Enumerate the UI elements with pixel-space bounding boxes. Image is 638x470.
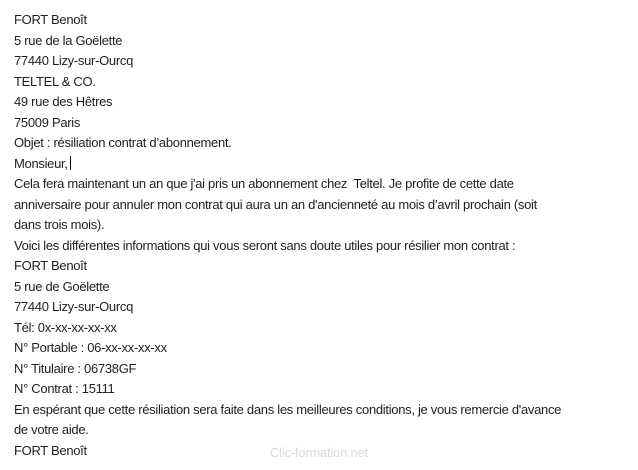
line-text: TELTEL & CO. bbox=[14, 73, 96, 89]
text-cursor bbox=[70, 156, 71, 170]
line-text: 49 rue des Hêtres bbox=[14, 94, 113, 109]
line-text: Monsieur, bbox=[14, 155, 68, 171]
line-text: Cela fera maintenant un an que j'ai pris un abonnement chez Teltel. Je profite de cette date bbox=[14, 176, 514, 191]
line-text: dans trois mois). bbox=[14, 217, 105, 232]
text-line bbox=[14, 72, 634, 93]
text-line bbox=[14, 215, 634, 236]
line-text: N° Contrat : 15111 bbox=[14, 381, 115, 396]
line-text: 5 rue de la Goëlette bbox=[14, 32, 123, 48]
line-text: FORT Benoît bbox=[14, 442, 87, 458]
text-line bbox=[14, 174, 634, 195]
text-line bbox=[14, 277, 634, 298]
line-text: FORT Benoît bbox=[14, 258, 87, 273]
text-line bbox=[14, 133, 634, 154]
line-text: 77440 Lizy-sur-Ourcq bbox=[14, 53, 133, 68]
text-line bbox=[14, 195, 634, 216]
line-text: N° Portable : 06-xx-xx-xx-xx bbox=[14, 340, 167, 355]
line-text: FORT Benoît bbox=[14, 12, 87, 27]
text-line bbox=[14, 400, 634, 421]
text-line bbox=[14, 51, 634, 72]
line-text: Voici les différentes informations qui vous seront sans doute utiles pour résilier mon contrat : bbox=[14, 237, 516, 253]
line-text: 77440 Lizy-sur-Ourcq bbox=[14, 299, 133, 314]
text-line bbox=[14, 92, 634, 113]
line-text: 75009 Paris bbox=[14, 114, 81, 130]
text-line bbox=[14, 31, 634, 52]
text-line bbox=[14, 338, 634, 359]
line-text: N° Titulaire : 06738GF bbox=[14, 360, 137, 376]
text-line bbox=[14, 113, 634, 134]
line-text: 5 rue de Goëlette bbox=[14, 278, 110, 294]
text-line bbox=[14, 318, 634, 339]
watermark: Clic-formation.net bbox=[270, 446, 368, 460]
text-line bbox=[14, 154, 634, 175]
line-text: de votre aide. bbox=[14, 422, 89, 437]
line-text: anniversaire pour annuler mon contrat qui aura un an d'ancienneté au mois d’avril prochain (soit bbox=[14, 196, 537, 212]
text-line bbox=[14, 379, 634, 400]
text-line bbox=[14, 10, 634, 31]
line-text: En espérant que cette résiliation sera faite dans les meilleures conditions, je vous remercie d'avance bbox=[14, 401, 562, 417]
text-line bbox=[14, 236, 634, 257]
text-line bbox=[14, 256, 634, 277]
text-line bbox=[14, 420, 634, 441]
text-line bbox=[14, 359, 634, 380]
line-text: Tél: 0x-xx-xx-xx-xx bbox=[14, 319, 117, 335]
line-text: Objet : résiliation contrat d’abonnement. bbox=[14, 135, 232, 150]
text-line bbox=[14, 297, 634, 318]
